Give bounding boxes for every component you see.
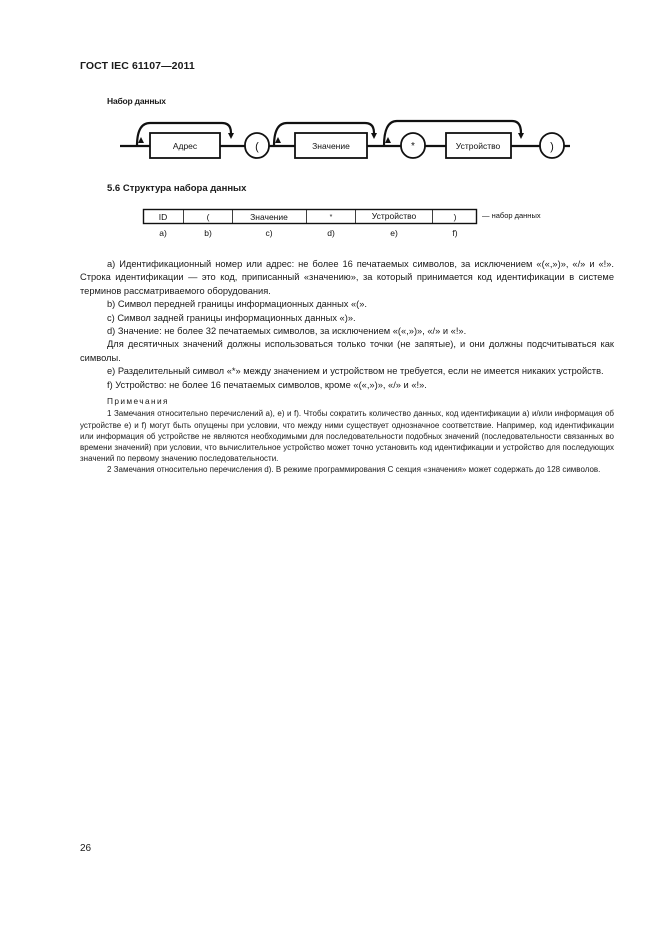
notes-heading: Примечания [107,396,169,407]
structure-label-a: a) [159,228,167,238]
structure-label-f: f) [452,228,458,238]
structure-caption: — набор данных [482,211,541,220]
paragraph-d: d) Значение: не более 32 печатаемых символов, за исключением «(«,»)», «/» и «!». [107,326,467,337]
open-paren-label: ( [255,141,259,153]
paragraph-e: e) Разделительный символ «*» между значением и устройством не требуется, если не имеется никаких устройств. [107,366,604,377]
paragraph-c: c) Символ задней границы информационных данных «)». [107,312,356,323]
document-header: ГОСТ IEC 61107—2011 [80,60,195,72]
device-label: Устройство [455,141,501,151]
syntax-diagram [0,0,661,200]
structure-cell-star: * [329,214,333,221]
structure-cell-open-paren: ( [206,212,210,222]
close-paren-label: ) [550,141,554,153]
structure-cell-value: Значение [250,212,288,222]
paragraph-f: f) Устройство: не более 16 печатаемых символов, кроме «(«,»)», «/» и «!». [107,379,427,390]
structure-cell-id: ID [158,212,168,222]
note-1: 1 Замечания относительно перечислений a), e) и f). Чтобы сократить количество данных, код идентификации a) и/или информация об устройстве e) и f) могут быть опущены при условии, что между ними существует однозначное соответствие. Например, код идентификации или информация об устройстве не являются необходимыми для последовательности подобных значений (последовательности связанных во времени значений) при условии, что вычислительное устройство может точно установить код идентификации и устройство для последующих значений по первому значению последовательности. [80,409,614,464]
value-label: Значение [312,141,350,151]
structure-label-c: c) [265,228,273,238]
paragraph-a: a) Идентификационный номер или адрес: не более 16 печатаемых символов, за исключением «(«,»)», «/» и «!». Строка идентификации — это код, приписанный «значению», за который принимается код идентификации в системе терминов рассматриваемого оборудования. [80,259,614,296]
structure-cell-device: Устройство [371,211,417,221]
paragraph-decimal: Для десятичных значений должны использоваться только точки (не запятые), и они должны подсчитываться как символы. [80,339,614,363]
paragraph-b: b) Символ передней границы информационных данных «(». [107,299,367,310]
structure-label-b: b) [204,228,212,238]
syntax-diagram-title: Набор данных [107,96,166,106]
structure-cell-close-paren: ) [453,212,457,222]
note-2: 2 Замечания относительно перечисления d). В режиме программирования C секция «значения» может содержать до 128 символов. [107,465,601,475]
structure-diagram [0,200,661,245]
structure-label-e: e) [390,228,398,238]
address-label: Адрес [172,141,198,151]
page-number: 26 [80,843,92,854]
star-label: * [411,141,415,152]
section-heading: 5.6 Структура набора данных [107,183,247,194]
body-text [80,258,614,476]
structure-label-d: d) [327,228,335,238]
